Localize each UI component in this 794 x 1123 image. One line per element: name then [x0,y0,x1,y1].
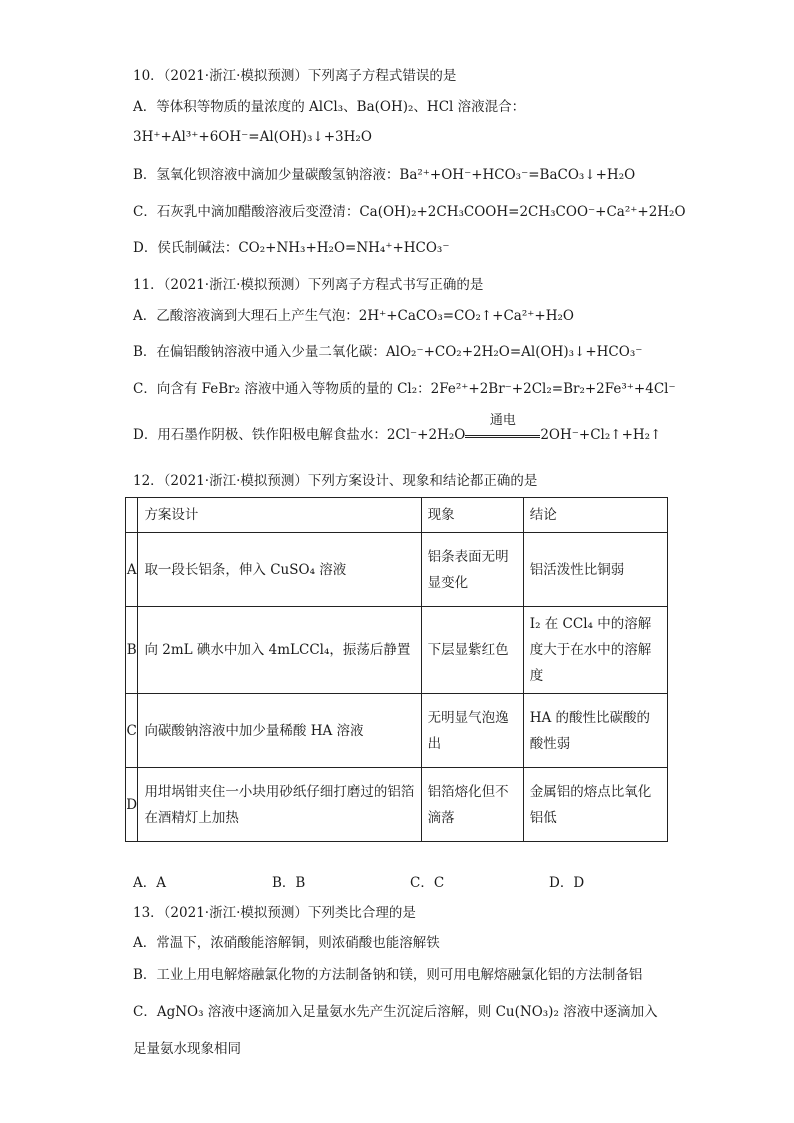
q11-option-d-right: 2OH⁻+Cl₂↑+H₂↑ [540,427,662,443]
q10-option-d: D．侯氏制碱法：CO₂+NH₃+H₂O=NH₄⁺+HCO₃⁻ [133,240,450,256]
row-phenomenon: 铝箔熔化但不滴落 [421,768,523,842]
q13-option-a: A．常温下，浓硝酸能溶解铜，则浓硝酸也能溶解铁 [133,935,440,951]
table-header-row [126,498,668,533]
row-conclusion: HA 的酸性比碳酸的酸性弱 [523,694,667,768]
q11-option-a: A．乙酸溶液滴到大理石上产生气泡：2H⁺+CaCO₃=CO₂↑+Ca²⁺+H₂O [133,308,574,324]
table-row [126,768,668,842]
q11-option-c: C．向含有 FeBr₂ 溶液中通入等物质的量的 Cl₂：2Fe²⁺+2Br⁻+2Cl₂=Br₂+2Fe³⁺+4Cl⁻ [133,381,676,397]
q11-stem: 11．（2021·浙江·模拟预测）下列离子方程式书写正确的是 [133,277,484,293]
table-row [126,607,668,694]
q13-option-c-line1: C．AgNO₃ 溶液中逐滴加入足量氨水先产生沉淀后溶解，则 Cu(NO₃)₂ 溶液中逐滴加入 [133,1004,658,1020]
row-conclusion: 铝活泼性比铜弱 [523,533,667,607]
answer-option-c: C．C [410,875,445,891]
q12-stem: 12．（2021·浙江·模拟预测）下列方案设计、现象和结论都正确的是 [133,473,538,489]
answer-option-d: D．D [549,875,585,891]
q13-stem: 13．（2021·浙江·模拟预测）下列类比合理的是 [133,905,416,921]
row-design: 用坩埚钳夹住一小块用砂纸仔细打磨过的铝箔在酒精灯上加热 [138,768,421,842]
electrolysis-arrow [465,413,540,444]
q12-answer-options [133,871,693,891]
table-header-cell: 方案设计 [138,498,421,533]
table-header-cell [126,498,138,533]
row-design: 取一段长铝条，伸入 CuSO₄ 溶液 [138,533,421,607]
table-row [126,694,668,768]
scheme-table [125,497,668,842]
table-header-cell: 结论 [523,498,667,533]
row-phenomenon: 铝条表面无明显变化 [421,533,523,607]
electrolysis-arrow-label: 通电 [489,413,516,428]
q13-option-c-line2: 足量氨水现象相同 [133,1041,241,1057]
q10-option-b: B．氢氧化钡溶液中滴加少量碳酸氢钠溶液：Ba²⁺+OH⁻+HCO₃⁻=BaCO₃↓+H₂O [133,167,636,183]
q10-option-a-line2: 3H⁺+Al³⁺+6OH⁻=Al(OH)₃↓+3H₂O [133,129,372,145]
answer-option-a: A．A [133,875,166,891]
q11-option-b: B．在偏铝酸钠溶液中通入少量二氧化碳：AlO₂⁻+CO₂+2H₂O=Al(OH)₃↓+HCO₃⁻ [133,344,643,360]
q10-option-c: C．石灰乳中滴加醋酸溶液后变澄清：Ca(OH)₂+2CH₃COOH=2CH₃COO⁻+Ca²⁺+2H₂O [133,204,686,220]
row-label: A [126,533,138,607]
q10-option-a-line1: A．等体积等物质的量浓度的 AlCl₃、Ba(OH)₂、HCl 溶液混合： [133,99,526,115]
equals-bar [465,435,540,438]
row-label: B [126,607,138,694]
row-label: D [126,768,138,842]
row-phenomenon: 无明显气泡逸出 [421,694,523,768]
table-row [126,533,668,607]
q10-stem: 10．（2021·浙江·模拟预测）下列离子方程式错误的是 [133,68,457,84]
q11-option-d-left: D．用石墨作阴极、铁作阳极电解食盐水：2Cl⁻+2H₂O [133,427,466,443]
row-design: 向 2mL 碘水中加入 4mLCCl₄，振荡后静置 [138,607,421,694]
q13-option-b: B．工业上用电解熔融氯化物的方法制备钠和镁，则可用电解熔融氯化铝的方法制备铝 [133,967,643,983]
row-label: C [126,694,138,768]
row-phenomenon: 下层显紫红色 [421,607,523,694]
answer-option-b: B．B [272,875,306,891]
q11-option-d [133,413,662,444]
row-conclusion: I₂ 在 CCl₄ 中的溶解度大于在水中的溶解度 [523,607,667,694]
row-design: 向碳酸钠溶液中加少量稀酸 HA 溶液 [138,694,421,768]
table-header-cell: 现象 [421,498,523,533]
row-conclusion: 金属铝的熔点比氧化铝低 [523,768,667,842]
